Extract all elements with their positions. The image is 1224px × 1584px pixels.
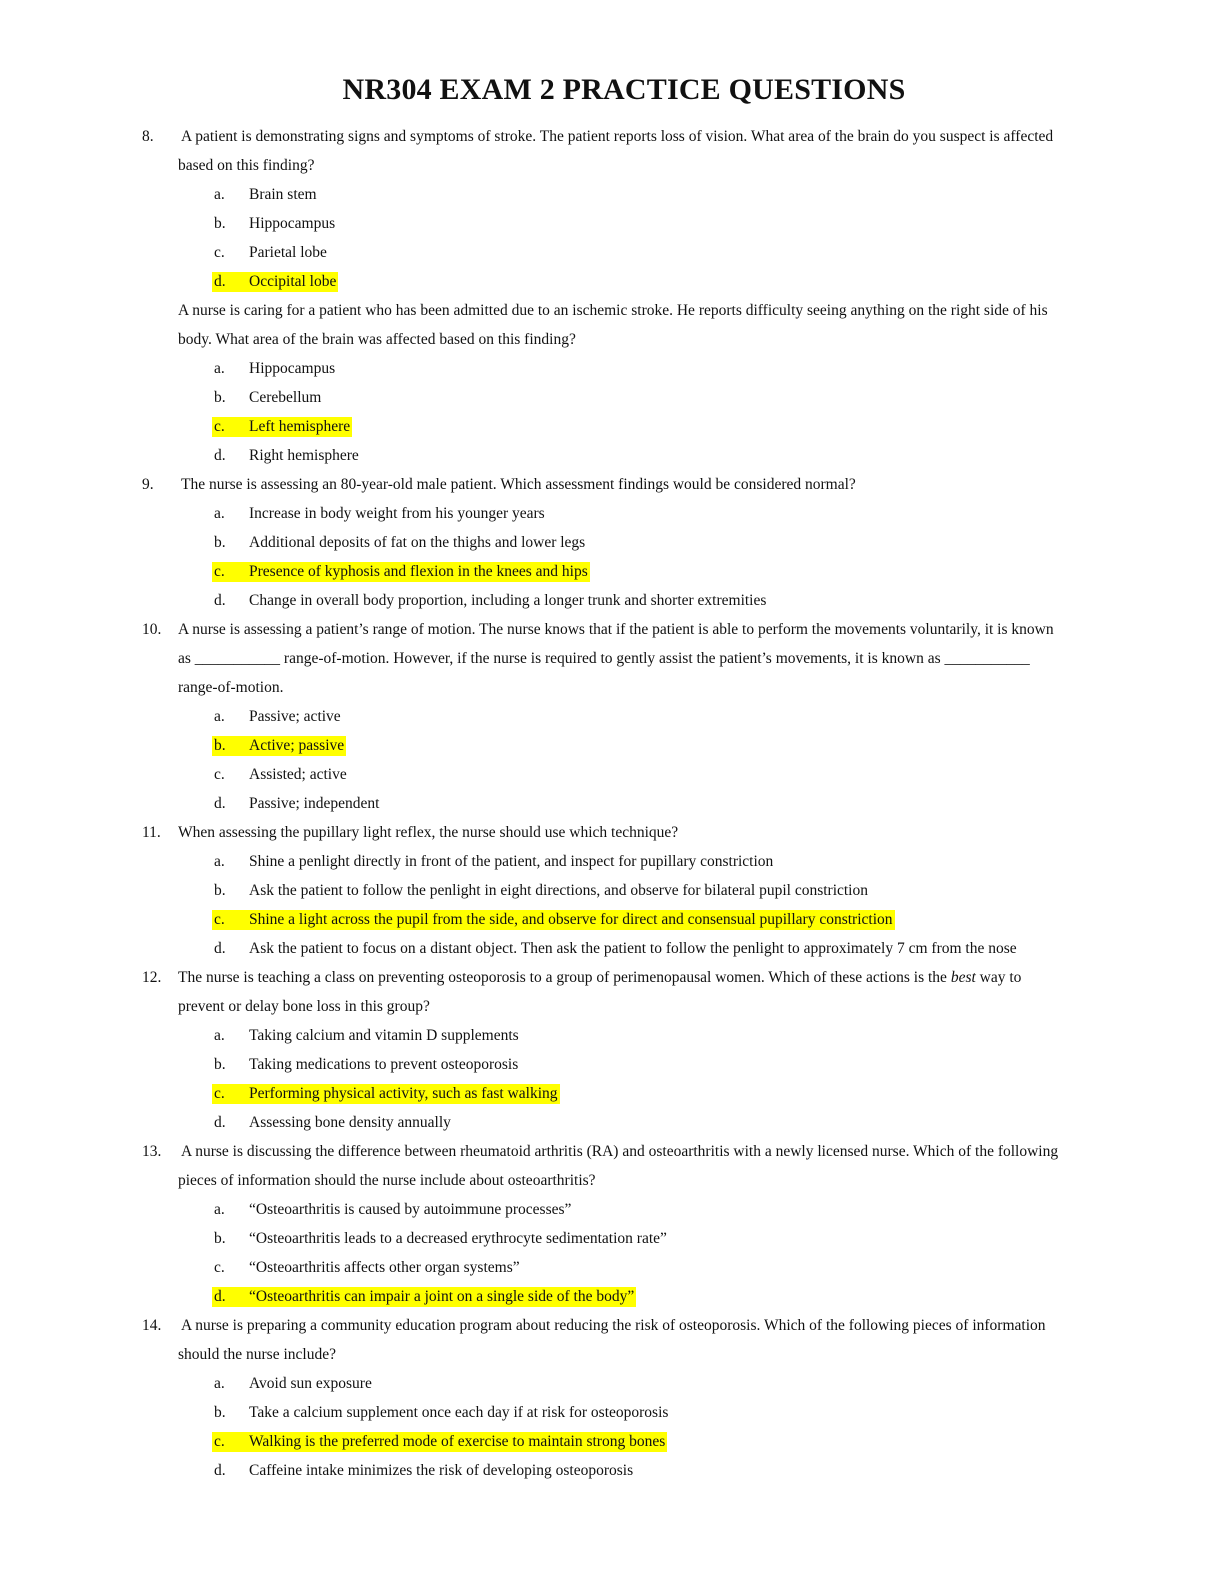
option-letter: c. — [214, 766, 225, 783]
option-letter: b. — [214, 534, 226, 551]
question-line — [0, 615, 1224, 644]
option-letter: d. — [214, 795, 226, 812]
option-text: Assisted; active — [249, 766, 347, 783]
question-line — [0, 470, 1224, 499]
option-text: Parietal lobe — [249, 244, 327, 261]
question-line — [0, 818, 1224, 847]
option-letter: a. — [214, 708, 225, 725]
option-letter: a. — [214, 853, 225, 870]
question-number: 13. — [142, 1143, 162, 1160]
answer-option — [0, 180, 1224, 209]
option-text: Hippocampus — [249, 215, 336, 232]
option-text: Ask the patient to follow the penlight in eight directions, and observe for bilateral pupil constriction — [249, 882, 868, 899]
option-letter: b. — [214, 215, 226, 232]
question-line — [0, 644, 1224, 673]
question-block — [0, 122, 1224, 296]
option-text: Left hemisphere — [249, 418, 351, 435]
option-letter: c. — [214, 418, 225, 435]
question-block — [0, 470, 1224, 615]
answer-option — [0, 528, 1224, 557]
option-letter: a. — [214, 186, 225, 203]
answer-option — [0, 1050, 1224, 1079]
option-letter: c. — [214, 911, 225, 928]
option-text: Additional deposits of fat on the thighs and lower legs — [249, 534, 586, 551]
option-letter: d. — [214, 592, 226, 609]
option-text: Cerebellum — [249, 389, 322, 406]
question-text: based on this finding? — [178, 157, 315, 174]
answer-option — [0, 1427, 1224, 1456]
option-text: Take a calcium supplement once each day if at risk for osteoporosis — [249, 1404, 669, 1421]
option-letter: c. — [214, 563, 225, 580]
answer-option — [0, 1224, 1224, 1253]
answer-option — [0, 412, 1224, 441]
answer-option — [0, 354, 1224, 383]
answer-option — [0, 876, 1224, 905]
answer-option — [0, 731, 1224, 760]
option-text: “Osteoarthritis leads to a decreased erythrocyte sedimentation rate” — [249, 1230, 667, 1247]
option-text: Occipital lobe — [249, 273, 337, 290]
option-text: Performing physical activity, such as fast walking — [249, 1085, 558, 1102]
option-letter: b. — [214, 1230, 226, 1247]
question-block — [0, 1311, 1224, 1485]
option-letter: b. — [214, 389, 226, 406]
option-text: Passive; active — [249, 708, 341, 725]
question-block — [0, 818, 1224, 963]
answer-option — [0, 1456, 1224, 1485]
answer-option — [0, 1079, 1224, 1108]
answer-option — [0, 557, 1224, 586]
option-letter: c. — [214, 244, 225, 261]
question-text: should the nurse include? — [178, 1346, 336, 1363]
question-list — [0, 122, 1224, 1485]
answer-option — [0, 789, 1224, 818]
answer-option — [0, 905, 1224, 934]
question-number: 14. — [142, 1317, 162, 1334]
question-number: 10. — [142, 621, 162, 638]
option-text: Taking calcium and vitamin D supplements — [249, 1027, 519, 1044]
answer-option — [0, 267, 1224, 296]
option-text: Passive; independent — [249, 795, 380, 812]
answer-option — [0, 1369, 1224, 1398]
option-letter: d. — [214, 447, 226, 464]
question-text: The nurse is assessing an 80-year-old male patient. Which assessment findings would be considered normal? — [181, 476, 856, 493]
answer-option — [0, 238, 1224, 267]
option-letter: b. — [214, 1056, 226, 1073]
answer-option — [0, 209, 1224, 238]
question-number: 9. — [142, 476, 154, 493]
option-text: Brain stem — [249, 186, 317, 203]
page-title: NR304 EXAM 2 PRACTICE QUESTIONS — [342, 73, 906, 106]
option-letter: b. — [214, 882, 226, 899]
question-line — [0, 992, 1224, 1021]
answer-option — [0, 1282, 1224, 1311]
question-line — [0, 325, 1224, 354]
option-text: Taking medications to prevent osteoporosis — [249, 1056, 519, 1073]
option-text: “Osteoarthritis can impair a joint on a single side of the body” — [249, 1288, 635, 1305]
option-text: Right hemisphere — [249, 447, 359, 464]
answer-option — [0, 1021, 1224, 1050]
option-text: Active; passive — [249, 737, 345, 754]
option-letter: c. — [214, 1085, 225, 1102]
answer-option — [0, 702, 1224, 731]
question-line — [0, 1166, 1224, 1195]
option-letter: d. — [214, 1288, 226, 1305]
answer-option — [0, 1195, 1224, 1224]
answer-option — [0, 1108, 1224, 1137]
option-text: Ask the patient to focus on a distant object. Then ask the patient to follow the penlight to approximately 7 cm from the nose — [249, 940, 1017, 957]
answer-option — [0, 499, 1224, 528]
question-text: A patient is demonstrating signs and symptoms of stroke. The patient reports loss of vision. What area of the brain do you suspect is affected — [181, 128, 1054, 145]
question-text: as ___________ range-of-motion. However, if the nurse is required to gently assist the patient’s movements, it is known as ___________ — [178, 650, 1030, 667]
option-text: Avoid sun exposure — [249, 1375, 372, 1392]
option-text: “Osteoarthritis is caused by autoimmune processes” — [249, 1201, 572, 1218]
question-line — [0, 151, 1224, 180]
option-letter: b. — [214, 1404, 226, 1421]
question-line — [0, 963, 1224, 992]
question-line — [0, 296, 1224, 325]
question-text: A nurse is assessing a patient’s range of motion. The nurse knows that if the patient is able to perform the movements voluntarily, it is known — [178, 621, 1054, 638]
question-text: A nurse is discussing the difference between rheumatoid arthritis (RA) and osteoarthritis with a newly licensed nurse. Which of the following — [181, 1143, 1059, 1160]
option-letter: c. — [214, 1259, 225, 1276]
answer-option — [0, 441, 1224, 470]
question-text: body. What area of the brain was affected based on this finding? — [178, 331, 576, 348]
option-text: Assessing bone density annually — [249, 1114, 451, 1131]
answer-option — [0, 760, 1224, 789]
option-text: Walking is the preferred mode of exercise to maintain strong bones — [249, 1433, 666, 1450]
option-text: Presence of kyphosis and flexion in the knees and hips — [249, 563, 588, 580]
question-line — [0, 122, 1224, 151]
question-text: pieces of information should the nurse include about osteoarthritis? — [178, 1172, 596, 1189]
question-text: range-of-motion. — [178, 679, 284, 696]
question-block — [0, 963, 1224, 1137]
answer-option — [0, 1398, 1224, 1427]
question-number: 8. — [142, 128, 154, 145]
option-text: Shine a penlight directly in front of the patient, and inspect for pupillary constriction — [249, 853, 774, 870]
question-line — [0, 1311, 1224, 1340]
question-number: 12. — [142, 969, 162, 986]
option-text: Increase in body weight from his younger years — [249, 505, 545, 522]
option-text: “Osteoarthritis affects other organ systems” — [249, 1259, 520, 1276]
option-letter: b. — [214, 737, 226, 754]
option-letter: a. — [214, 505, 225, 522]
question-text: A nurse is caring for a patient who has been admitted due to an ischemic stroke. He reports difficulty seeing anything on the right side of his — [178, 302, 1048, 319]
option-letter: a. — [214, 1027, 225, 1044]
option-letter: a. — [214, 360, 225, 377]
question-line — [0, 673, 1224, 702]
option-letter: d. — [214, 1114, 226, 1131]
question-text: When assessing the pupillary light reflex, the nurse should use which technique? — [178, 824, 679, 841]
answer-option — [0, 1253, 1224, 1282]
option-letter: d. — [214, 273, 226, 290]
question-block — [0, 1137, 1224, 1311]
answer-option — [0, 847, 1224, 876]
question-line — [0, 1137, 1224, 1166]
answer-option — [0, 383, 1224, 412]
option-letter: c. — [214, 1433, 225, 1450]
question-line — [0, 1340, 1224, 1369]
question-number: 11. — [142, 824, 161, 841]
option-text: Shine a light across the pupil from the side, and observe for direct and consensual pupillary constriction — [249, 911, 893, 928]
question-text: A nurse is preparing a community education program about reducing the risk of osteoporosis. Which of the following pieces of information — [181, 1317, 1046, 1334]
answer-option — [0, 586, 1224, 615]
question-block — [0, 615, 1224, 818]
question-text: prevent or delay bone loss in this group? — [178, 998, 430, 1015]
option-text: Caffeine intake minimizes the risk of developing osteoporosis — [249, 1462, 634, 1479]
option-letter: d. — [214, 1462, 226, 1479]
emphasis-text: best — [950, 969, 976, 986]
question-text: The nurse is teaching a class on preventing osteoporosis to a group of perimenopausal women. Which of these actions is the best way to — [178, 969, 1022, 986]
option-text: Hippocampus — [249, 360, 336, 377]
option-letter: a. — [214, 1201, 225, 1218]
option-letter: d. — [214, 940, 226, 957]
option-letter: a. — [214, 1375, 225, 1392]
question-block — [0, 296, 1224, 470]
option-text: Change in overall body proportion, including a longer trunk and shorter extremities — [249, 592, 767, 609]
answer-option — [0, 934, 1224, 963]
